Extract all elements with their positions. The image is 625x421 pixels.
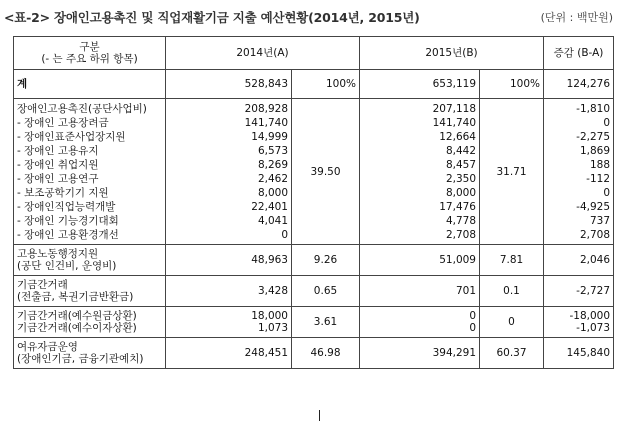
row-a: 141,740 — [166, 116, 292, 130]
row-a: 6,573 — [166, 144, 292, 158]
repay-b-pct: 0 — [480, 307, 544, 338]
transfer-label: 기금간거래 (전출금, 복권기금반환금) — [14, 276, 166, 307]
transfer-b: 701 — [360, 276, 480, 307]
repay-a-pct: 3.61 — [292, 307, 360, 338]
total-b-pct: 100% — [480, 70, 544, 99]
transfer-a: 3,428 — [166, 276, 292, 307]
admin-a: 48,963 — [166, 245, 292, 276]
total-change: 124,276 — [544, 70, 614, 99]
row-a: 22,401 — [166, 200, 292, 214]
row-b: 207,118 — [360, 99, 480, 117]
total-b: 653,119 — [360, 70, 480, 99]
admin-a-pct: 9.26 — [292, 245, 360, 276]
row-change: 1,869 — [544, 144, 614, 158]
row-a: 2,462 — [166, 172, 292, 186]
header-change: 증감 (B-A) — [544, 37, 614, 70]
promotion-a-pct: 39.50 — [292, 99, 360, 245]
header-2015: 2015년(B) — [360, 37, 544, 70]
repay-row — [14, 307, 614, 338]
row-b: 141,740 — [360, 116, 480, 130]
row-change: 0 — [544, 116, 614, 130]
row-change: -4,925 — [544, 200, 614, 214]
row-a: 8,000 — [166, 186, 292, 200]
total-row — [14, 70, 614, 99]
row-change: 188 — [544, 158, 614, 172]
table-header-area — [4, 4, 621, 28]
budget-table — [13, 36, 614, 369]
row-label: 장애인고용촉진(공단사업비) — [14, 99, 166, 117]
surplus-b: 394,291 — [360, 338, 480, 369]
row-label: - 장애인 기능경기대회 — [14, 214, 166, 228]
row-label: - 장애인 고용연구 — [14, 172, 166, 186]
header-row — [14, 37, 614, 70]
row-b: 2,350 — [360, 172, 480, 186]
repay-label: 기금간거래(예수원금상환) 기금간거래(예수이자상환) — [14, 307, 166, 338]
row-b: 17,476 — [360, 200, 480, 214]
row-b: 8,457 — [360, 158, 480, 172]
surplus-label: 여유자금운영 (장애인기금, 금융기관예치) — [14, 338, 166, 369]
text-cursor — [319, 410, 320, 421]
total-label: 계 — [14, 70, 166, 99]
row-b: 8,000 — [360, 186, 480, 200]
unit-label: (단위 : 백만원) — [540, 11, 613, 24]
row-change: -112 — [544, 172, 614, 186]
transfer-change: -2,727 — [544, 276, 614, 307]
row-a: 14,999 — [166, 130, 292, 144]
row-change: 737 — [544, 214, 614, 228]
repay-a: 18,000 1,073 — [166, 307, 292, 338]
admin-change: 2,046 — [544, 245, 614, 276]
admin-b: 51,009 — [360, 245, 480, 276]
promotion-b-pct: 31.71 — [480, 99, 544, 245]
surplus-row — [14, 338, 614, 369]
admin-row — [14, 245, 614, 276]
row-b: 2,708 — [360, 228, 480, 245]
row-change: 0 — [544, 186, 614, 200]
row-b: 12,664 — [360, 130, 480, 144]
row-label: - 장애인표준사업장지원 — [14, 130, 166, 144]
table-title: <표-2> 장애인고용촉진 및 직업재활기금 지출 예산현황(2014년, 2015년) — [4, 10, 420, 25]
admin-b-pct: 7.81 — [480, 245, 544, 276]
admin-label: 고용노동행정지원 (공단 인건비, 운영비) — [14, 245, 166, 276]
row-label: - 장애인 고용환경개선 — [14, 228, 166, 245]
header-2014: 2014년(A) — [166, 37, 360, 70]
transfer-b-pct: 0.1 — [480, 276, 544, 307]
row-a: 8,269 — [166, 158, 292, 172]
row-change: 2,708 — [544, 228, 614, 245]
row-a: 0 — [166, 228, 292, 245]
row-label: - 보조공학기기 지원 — [14, 186, 166, 200]
repay-b: 0 0 — [360, 307, 480, 338]
table-row — [14, 99, 614, 117]
row-label: - 장애인 취업지원 — [14, 158, 166, 172]
row-a: 208,928 — [166, 99, 292, 117]
repay-change: -18,000 -1,073 — [544, 307, 614, 338]
surplus-a-pct: 46.98 — [292, 338, 360, 369]
row-label: - 장애인 고용장려금 — [14, 116, 166, 130]
transfer-a-pct: 0.65 — [292, 276, 360, 307]
row-label: - 장애인직업능력개발 — [14, 200, 166, 214]
row-change: -2,275 — [544, 130, 614, 144]
row-b: 8,442 — [360, 144, 480, 158]
row-change: -1,810 — [544, 99, 614, 117]
total-a-pct: 100% — [292, 70, 360, 99]
surplus-a: 248,451 — [166, 338, 292, 369]
row-a: 4,041 — [166, 214, 292, 228]
total-a: 528,843 — [166, 70, 292, 99]
surplus-b-pct: 60.37 — [480, 338, 544, 369]
row-label: - 장애인 고용유지 — [14, 144, 166, 158]
surplus-change: 145,840 — [544, 338, 614, 369]
header-category: 구분 (- 는 주요 하위 항목) — [14, 37, 166, 70]
row-b: 4,778 — [360, 214, 480, 228]
transfer-row — [14, 276, 614, 307]
